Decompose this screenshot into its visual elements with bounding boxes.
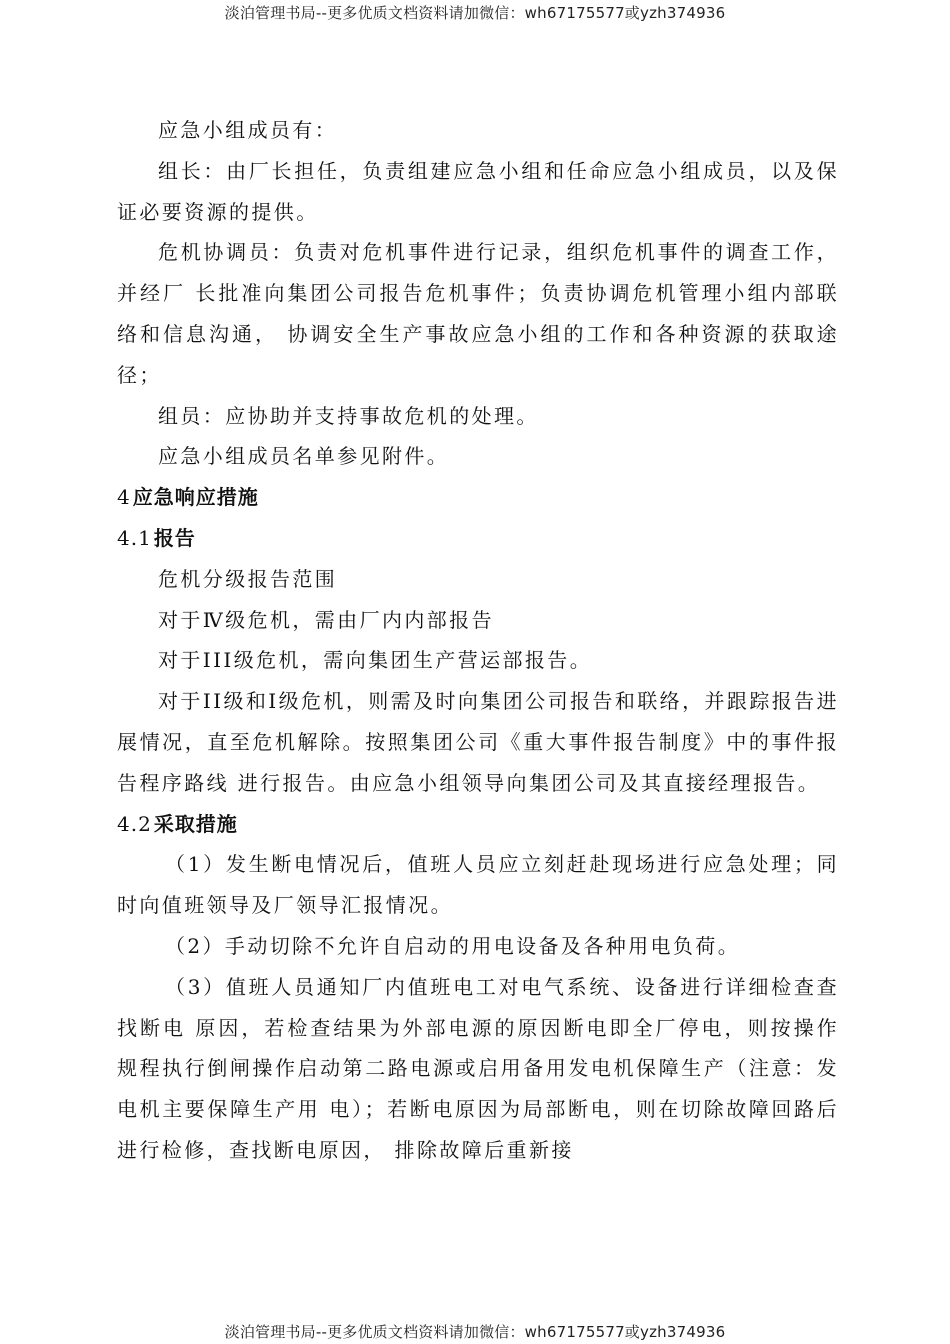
section-4-2-number: 4.2	[117, 811, 152, 836]
section-4-1-number: 4.1	[117, 525, 152, 550]
member-paragraph: 组员：应协助并支持事故危机的处理。	[158, 403, 539, 428]
footer-watermark-text: 淡泊管理书局--更多优质文档资料请加微信：wh67175577或yzh374936	[224, 1323, 726, 1341]
section-4-2-title: 采取措施	[153, 811, 238, 836]
section-4-1-title: 报告	[153, 525, 196, 550]
member-list-paragraph: 应急小组成员名单参见附件。	[158, 444, 450, 469]
section-4-title: 应急响应措施	[132, 485, 259, 510]
section-4-heading	[117, 477, 839, 518]
measure-2-paragraph: （2）手动切除不允许自启动的用电设备及各种用电负荷。	[165, 933, 741, 958]
section-4-1-heading	[117, 518, 839, 559]
document-body	[117, 110, 839, 1171]
level-ii-i-paragraph: 对于II级和Ⅰ级危机，则需及时向集团公司报告和联络，并跟踪报告进展情况，直至危机解除。按照集团公司《重大事件报告制度》中的事件报告程序路线 进行报告。由应急小组领导向集团公司及其直接经理报告。	[117, 689, 839, 795]
leader-paragraph: 组长：由厂长担任，负责组建应急小组和任命应急小组成员，以及保证必要资源的提供。	[117, 158, 839, 224]
section-4-2-heading	[117, 804, 839, 845]
section-4-number: 4	[117, 485, 131, 510]
report-scope-paragraph: 危机分级报告范围	[158, 566, 338, 591]
level-iv-paragraph: 对于Ⅳ级危机，需由厂内内部报告	[158, 607, 494, 632]
measure-3-paragraph: （3）值班人员通知厂内值班电工对电气系统、设备进行详细检查查找断电 原因，若检查结果为外部电源的原因断电即全厂停电，则按操作规程执行倒闸操作启动第二路电源或启用备用发电机保障生产（注意：发电机主要保障生产用 电）；若断电原因为局部断电，则在切除故障回路后进行检修，查找断电原因， 排除故障后重新接	[117, 974, 839, 1162]
coordinator-paragraph: 危机协调员：负责对危机事件进行记录，组织危机事件的调查工作，并经厂 长批准向集团公司报告危机事件；负责协调危机管理小组内部联络和信息沟通， 协调安全生产事故应急小组的工作和各种资源的获取途径；	[117, 240, 839, 387]
members-intro-paragraph: 应急小组成员有：	[158, 118, 338, 142]
level-iii-paragraph: 对于III级危机，需向集团生产营运部报告。	[158, 648, 593, 673]
header-watermark-text: 淡泊管理书局--更多优质文档资料请加微信：wh67175577或yzh374936	[224, 4, 726, 22]
measure-1-paragraph: （1）发生断电情况后，值班人员应立刻赶赴现场进行应急处理；同时向值班领导及厂领导汇报情况。	[117, 852, 839, 918]
